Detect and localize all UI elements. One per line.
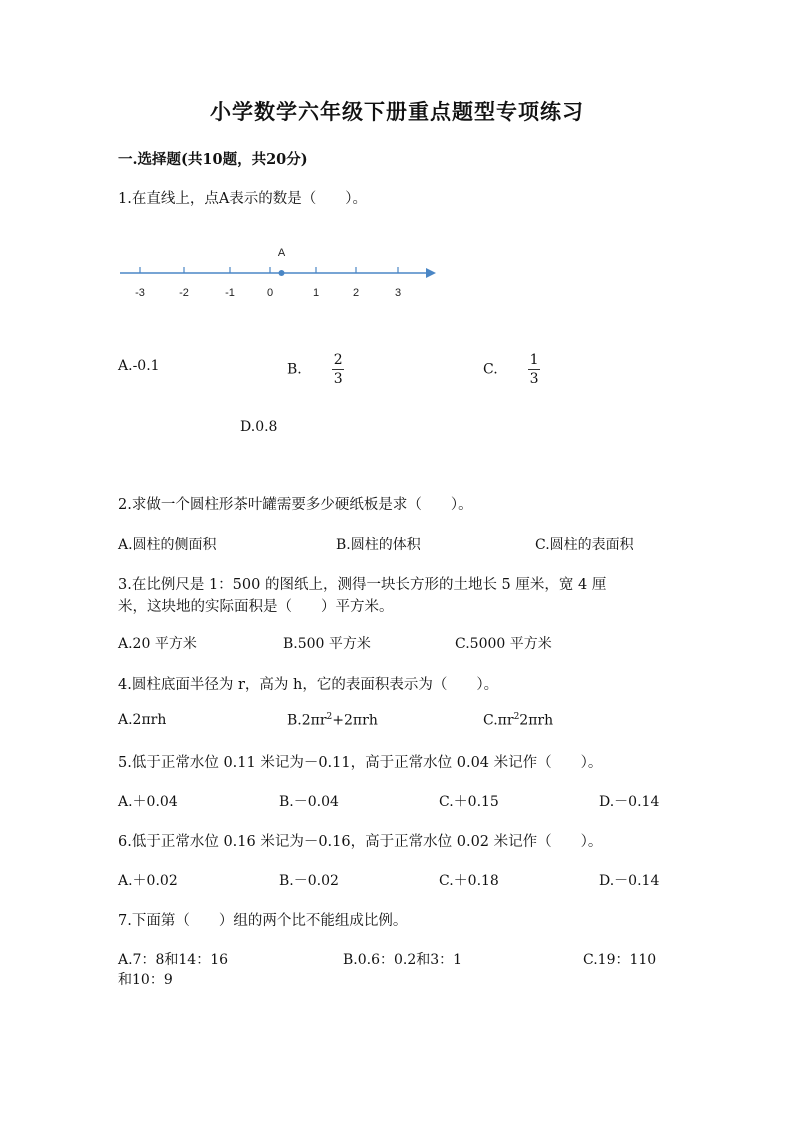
number-line-tick-label: 3 bbox=[394, 287, 402, 299]
fraction-numerator: 1 bbox=[529, 352, 539, 368]
question-3-stem-line2: 米，这块地的实际面积是（ ）平方米。 bbox=[118, 599, 394, 615]
q4-option-a[interactable] bbox=[118, 712, 166, 728]
q7-option-b[interactable]: B.0.6：0.2和3：1 bbox=[343, 952, 463, 968]
q1-option-d[interactable] bbox=[240, 419, 277, 435]
fraction-numerator: 2 bbox=[333, 352, 343, 368]
q4-option-b[interactable] bbox=[287, 712, 378, 729]
q1-option-d-prefix: D. bbox=[240, 419, 256, 435]
q1-option-a-prefix: A. bbox=[118, 358, 133, 374]
point-a-label: A bbox=[277, 247, 286, 259]
q6-option-b[interactable]: B.－0.02 bbox=[279, 873, 339, 889]
q4-option-a-text: A.2πrh bbox=[118, 712, 167, 728]
q1-option-a[interactable] bbox=[118, 358, 160, 374]
number-line-tick-label: -1 bbox=[225, 287, 235, 299]
q4-option-b-post: +2πrh bbox=[332, 712, 378, 729]
point-a-marker bbox=[279, 270, 285, 276]
question-7-stem: 7.下面第（ ）组的两个比不能组成比例。 bbox=[118, 913, 408, 929]
q5-option-b[interactable]: B.－0.04 bbox=[279, 794, 339, 810]
q2-option-c[interactable]: C.圆柱的表面积 bbox=[535, 537, 634, 553]
q6-option-a[interactable]: A.＋0.02 bbox=[118, 873, 178, 889]
q1-option-b-fraction bbox=[332, 352, 344, 387]
q1-option-a-text: -0.1 bbox=[132, 358, 160, 374]
q3-option-c[interactable]: C.5000 平方米 bbox=[455, 636, 552, 652]
question-1-stem: 1.在直线上，点A表示的数是（ ）。 bbox=[118, 191, 368, 207]
question-2-stem: 2.求做一个圆柱形茶叶罐需要多少硬纸板是求（ ）。 bbox=[118, 497, 473, 513]
question-6-stem: 6.低于正常水位 0.16 米记为－0.16，高于正常水位 0.02 米记作（ ）。 bbox=[118, 834, 603, 850]
number-line-tick-label: 1 bbox=[312, 287, 320, 299]
fraction-denominator: 3 bbox=[333, 371, 343, 387]
q1-option-c-prefix: C. bbox=[483, 361, 498, 378]
q4-option-c[interactable] bbox=[483, 712, 553, 729]
section-heading: 一.选择题(共10题，共20分) bbox=[118, 151, 308, 168]
fraction-denominator: 3 bbox=[529, 371, 539, 387]
number-line-tick-label: 0 bbox=[266, 287, 274, 299]
q1-option-b-prefix: B. bbox=[287, 361, 302, 378]
q2-option-b[interactable]: B.圆柱的体积 bbox=[336, 537, 421, 553]
question-4-stem: 4.圆柱底面半径为 r，高为 h，它的表面积表示为（ ）。 bbox=[118, 677, 499, 693]
q4-option-b-sup: 2 bbox=[326, 712, 333, 722]
q1-option-d-text: 0.8 bbox=[255, 419, 278, 435]
q2-option-a[interactable]: A.圆柱的侧面积 bbox=[118, 537, 217, 553]
q1-option-c-fraction bbox=[528, 352, 540, 387]
q6-option-c[interactable]: C.＋0.18 bbox=[439, 873, 499, 889]
number-line-tick-label: -2 bbox=[179, 287, 189, 299]
q3-option-b[interactable]: B.500 平方米 bbox=[283, 636, 371, 652]
q1-option-c[interactable] bbox=[483, 352, 540, 387]
q5-option-d[interactable]: D.－0.14 bbox=[599, 794, 660, 810]
q3-option-a[interactable]: A.20 平方米 bbox=[118, 636, 197, 652]
page-title: 小学数学六年级下册重点题型专项练习 bbox=[210, 99, 584, 124]
q1-option-b[interactable] bbox=[287, 352, 344, 387]
q7-option-c[interactable]: C.19：110 bbox=[583, 952, 657, 968]
number-line-tick-label: 2 bbox=[352, 287, 360, 299]
question-5-stem: 5.低于正常水位 0.11 米记为－0.11，高于正常水位 0.04 米记作（ ）。 bbox=[118, 755, 603, 771]
number-line-arrow bbox=[426, 268, 436, 278]
q4-option-b-pre: B.2πr bbox=[287, 712, 327, 729]
question-3-stem-line1: 3.在比例尺是 1：500 的图纸上，测得一块长方形的土地长 5 厘米，宽 4 厘 bbox=[118, 577, 607, 593]
number-line-tick-label: -3 bbox=[135, 287, 145, 299]
q5-option-a[interactable]: A.＋0.04 bbox=[118, 794, 178, 810]
q5-option-c[interactable]: C.＋0.15 bbox=[439, 794, 499, 810]
q4-option-c-pre: C.πr bbox=[483, 712, 514, 729]
q7-option-a[interactable]: A.7：8和14：16 bbox=[118, 952, 229, 968]
q4-option-c-sup: 2 bbox=[513, 712, 520, 722]
q7-option-c-continued: 和10：9 bbox=[118, 972, 173, 988]
q4-option-c-post: 2πrh bbox=[519, 712, 554, 729]
q6-option-d[interactable]: D.－0.14 bbox=[599, 873, 660, 889]
number-line bbox=[118, 238, 448, 308]
